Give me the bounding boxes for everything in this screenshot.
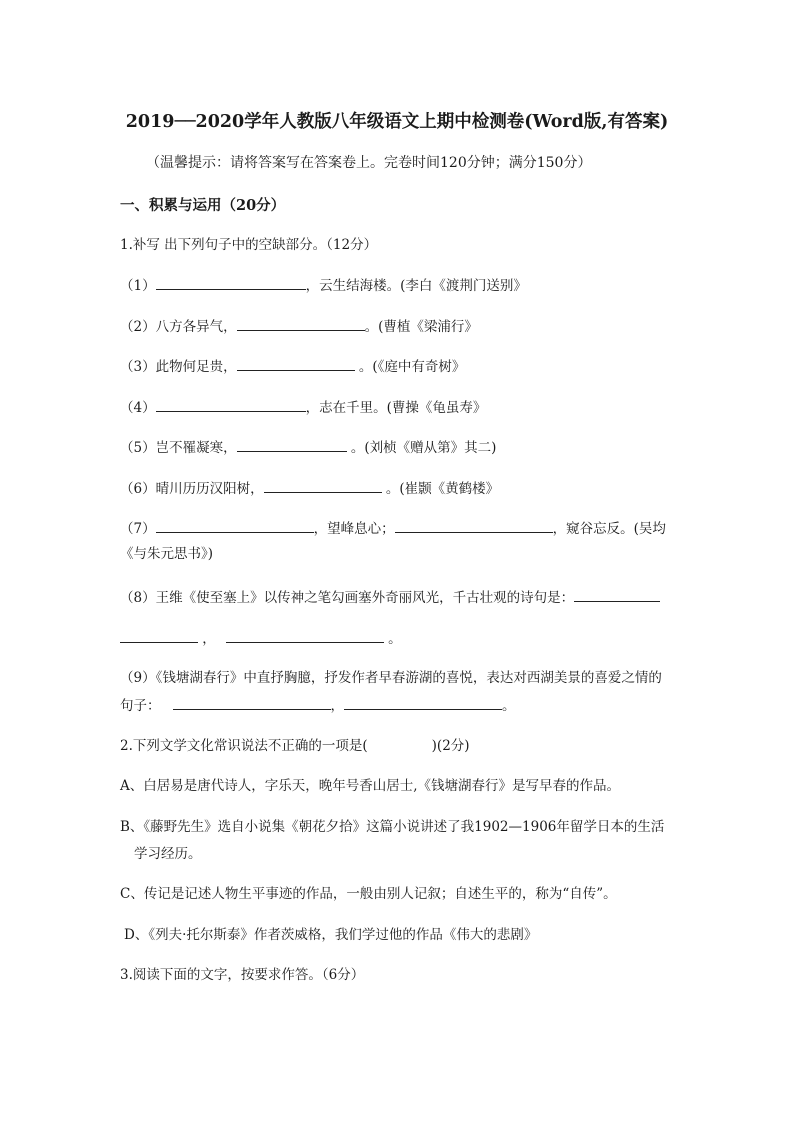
item-suffix: ，志在千里。(曹操《龟虽寿》 [305,400,487,416]
item-prefix: （6）晴川历历汉阳树， [120,481,264,497]
item-prefix: （2）八方各异气， [120,319,237,335]
question-1-item-2 [120,317,478,336]
answer-blank[interactable] [156,398,306,412]
question-1-item-6 [120,479,499,498]
question-1-item-8 [120,588,660,607]
answer-blank[interactable] [237,357,355,371]
item-prefix: （5）岂不罹凝寒， [120,440,237,456]
question-1-item-9-cont [120,696,516,715]
stem-suffix: )(2分) [431,738,470,754]
answer-blank[interactable] [173,696,331,710]
item-prefix: （7） [120,521,156,537]
item-suffix: 。(刘桢《赠从第》其二) [346,440,497,456]
option-d: D、《列夫·托尔斯泰》作者茨威格，我们学过他的作品《伟大的悲剧》 [124,927,538,943]
answer-blank[interactable] [120,629,198,643]
option-c: C、传记是记述人物生平事迹的作品，一般由别人记叙；自述生平的，称为“自传”。 [120,886,617,902]
item-suffix: 。(曹植《梁浦行》 [364,319,478,335]
option-b-cont: 学习经历。 [134,846,202,862]
item-prefix: （1） [120,278,156,294]
question-1-item-5 [120,438,496,457]
item-suffix: 。(崔颢《黄鹤楼》 [381,481,500,497]
item-suffix: ，窥谷忘反。(吴均 [552,521,666,537]
section-heading: 一、积累与运用（20分） [120,197,286,214]
item-middle: ， [330,698,344,714]
answer-blank[interactable] [237,438,347,452]
exam-title: 2019──2020学年人教版八年级语文上期中检测卷(Word版,有答案) [125,112,669,132]
question-1-item-7-cont: 《与朱元思书》) [120,546,214,562]
question-1-item-1 [120,276,527,295]
answer-blank[interactable] [156,519,314,533]
item-suffix: 。 [502,698,516,714]
question-1-stem: 1.补写 出下列句子中的空缺部分。（12分） [120,237,378,253]
answer-blank[interactable] [156,276,306,290]
answer-blank[interactable] [574,588,660,602]
option-a: A、白居易是唐代诗人，字乐天，晚年号香山居士,《钱塘湖春行》是写早春的作品。 [120,778,621,794]
item-text: （8）王维《使至塞上》以传神之笔勾画塞外奇丽风光，千古壮观的诗句是： [120,590,575,606]
item-middle: ，望峰息心； [313,521,395,537]
answer-blank[interactable] [264,479,382,493]
item-suffix: ，云生结海楼。(李白《渡荆门送别》 [305,278,527,294]
question-1-item-9: （9）《钱塘湖春行》中直抒胸臆，抒发作者早春游湖的喜悦，表达对西湖美景的喜爱之情的 [120,670,662,686]
question-1-item-7 [120,519,666,538]
exam-tip: （温馨提示：请将答案写在答案卷上。完卷时间120分钟；满分150分） [146,155,592,171]
stem-prefix: 2.下列文学文化常识说法不正确的一项是( [120,738,368,754]
item-suffix: 。 [383,631,402,647]
question-1-item-8-cont [120,629,402,648]
answer-blank[interactable] [226,629,384,643]
item-prefix: （4） [120,400,156,416]
item-prefix: 句子： [120,698,161,714]
answer-blank[interactable] [395,519,553,533]
answer-blank[interactable] [344,696,502,710]
question-1-item-4 [120,398,486,417]
answer-blank[interactable] [237,317,365,331]
item-prefix: （3）此物何足贵， [120,359,237,375]
question-2-stem [120,737,470,755]
question-3-stem: 3.阅读下面的文字，按要求作答。（6分） [120,967,365,983]
option-b: B、《藤野先生》选自小说集《朝花夕拾》这篇小说讲述了我1902—1906年留学日本的生活 [120,819,665,835]
question-1-item-3 [120,357,465,376]
item-middle: ， [198,631,216,647]
item-suffix: 。(《庭中有奇树》 [354,359,466,375]
